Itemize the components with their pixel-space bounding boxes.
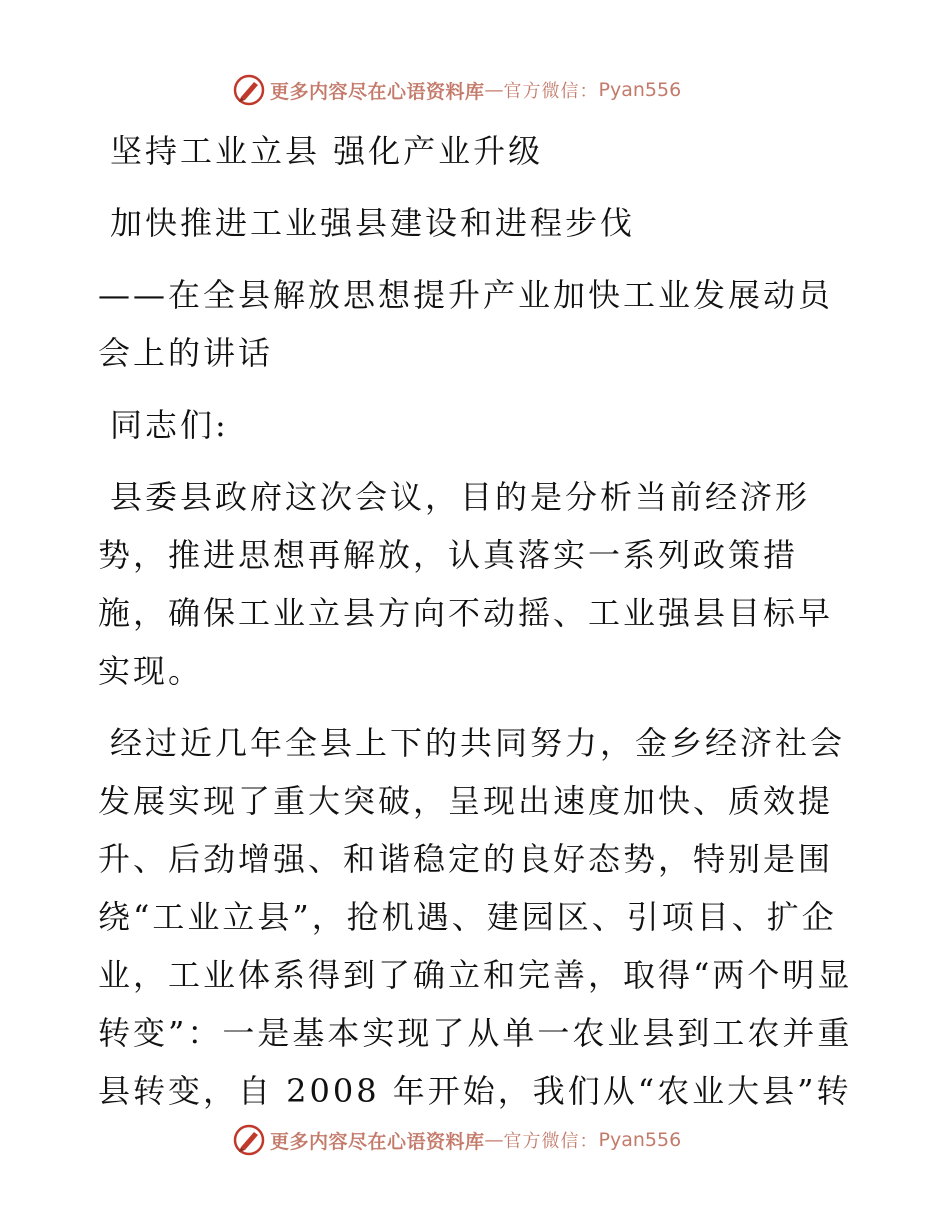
watermark-header: [232, 70, 681, 110]
paragraph-1: 县委县政府这次会议，目的是分析当前经济形势，推进思想再解放，认真落实一系列政策措施，确保工业立县方向不动摇、工业强县目标早实现。: [98, 478, 834, 690]
watermark-wechat-id: Pyan556: [598, 79, 682, 101]
watermark-sub-text: 官方微信：: [503, 1131, 599, 1152]
salutation: 同志们:: [110, 406, 229, 444]
pen-nib-logo-icon: [232, 73, 266, 107]
watermark-sub-text: 官方微信：: [503, 81, 599, 102]
pen-nib-logo-icon: [232, 1123, 266, 1157]
watermark-dash: —: [484, 79, 504, 101]
watermark-main-text: 更多内容尽在心语资料库: [270, 80, 485, 103]
document-body: [98, 122, 858, 1134]
watermark-wechat-id: Pyan556: [598, 1129, 682, 1151]
watermark-dash: —: [484, 1129, 504, 1151]
document-subtitle: ——在全县解放思想提升产业加快工业发展动员会上的讲话: [98, 276, 834, 372]
watermark-footer: [232, 1120, 681, 1160]
watermark-main-text: 更多内容尽在心语资料库: [270, 1130, 485, 1153]
paragraph-2: 经过近几年全县上下的共同努力，金乡经济社会发展实现了重大突破，呈现出速度加快、质效提升、后劲增强、和谐稳定的良好态势，特别是围绕“工业立县”，抢机遇、建园区、引项目、扩企业，工业体系得到了确立和完善，取得“两个明显转变”：一是基本实现了从单一农业县到工农并重县转变，自 2008 年开始，我们从“农业大县”转: [98, 724, 853, 1110]
document-title-2: 加快推进工业强县建设和进程步伐: [110, 204, 636, 242]
document-title-1: 坚持工业立县 强化产业升级: [110, 132, 544, 170]
